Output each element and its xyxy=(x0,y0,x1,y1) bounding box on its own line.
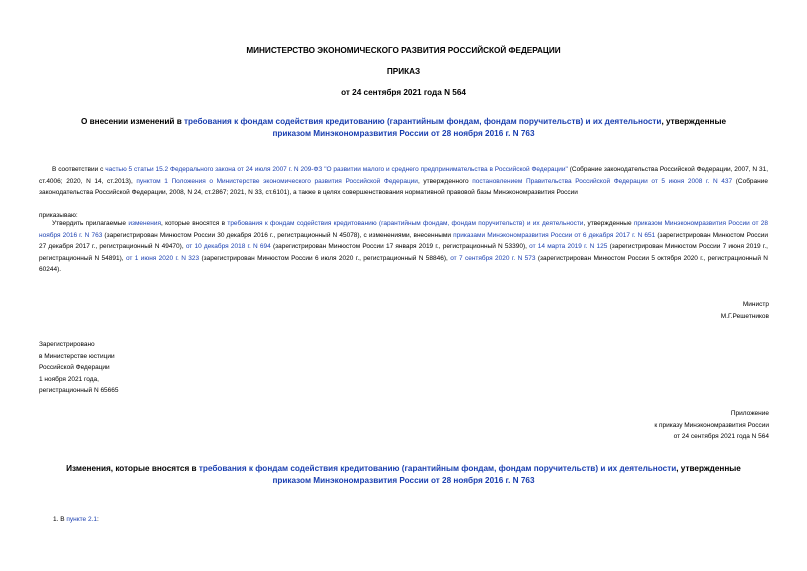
signature-block xyxy=(721,299,769,322)
registration-line-3: Российской Федерации xyxy=(39,364,110,371)
approve-paragraph xyxy=(39,218,768,276)
changes-title-mid: , утвержденные xyxy=(676,464,741,473)
registration-line-1: Зарегистрировано xyxy=(39,341,95,348)
approve-text-3: , утвержденные xyxy=(583,220,634,227)
item-1-suffix: : xyxy=(97,516,99,523)
approve-text-5: (зарегистрирован Минюстом России 27 декабря 2017 г., регистрационный N 49470), xyxy=(39,231,768,250)
appendix-line-3: от 24 сентября 2021 года N 564 xyxy=(673,433,769,440)
changes-title-link-order-763[interactable]: приказом Минэкономразвития России от 28 ноября 2016 г. N 763 xyxy=(272,476,535,485)
approve-text-7: (зарегистрирован Минюстом России 7 июня 2019 г., регистрационный N 54891), xyxy=(39,243,768,262)
registration-line-4: 1 ноября 2021 года, xyxy=(39,375,99,383)
signature-name: М.Г.Решетников xyxy=(720,312,769,320)
changes-title-link-requirements[interactable]: требования к фондам содействия кредитованию (гарантийным фондам, фондам поручительств) и их деятельности xyxy=(198,464,677,473)
approve-link-order-651[interactable]: приказами Минэкономразвития России от 6 декабря 2017 г. N 651 xyxy=(453,231,656,239)
approve-link-requirements[interactable]: требования к фондам содействия кредитованию (гарантийным фондам, фондам поручительств) и их деятельности xyxy=(227,220,584,227)
preamble-text-1: В соответствии с xyxy=(52,166,106,173)
preamble-text-4: (Собрание законодательства Российской Федерации, 2008, N 24, ст.2867; 2021, N 33, ст.6101), а также в целях совершенствования нормативной правовой базы Минэкономразвития России xyxy=(39,177,768,196)
approve-text-4: (зарегистрирован Минюстом России 30 декабря 2016 г., регистрационный N 45078), с изменениями, внесенными xyxy=(102,231,454,239)
registration-block xyxy=(39,339,119,397)
appendix-line-2: к приказу Минэкономразвития России xyxy=(654,421,769,429)
title-mid: , утвержденные xyxy=(661,117,727,126)
approve-text-6: (зарегистрирован Минюстом России 17 января 2019 г., регистрационный N 53390), xyxy=(270,243,530,250)
approve-text-1: Утвердить прилагаемые xyxy=(52,220,129,227)
ministry-heading: МИНИСТЕРСТВО ЭКОНОМИЧЕСКОГО РАЗВИТИЯ РОССИЙСКОЙ ФЕДЕРАЦИИ xyxy=(246,46,561,55)
changes-title-prefix: Изменения, которые вносятся в xyxy=(66,464,199,473)
registration-line-5: регистрационный N 65665 xyxy=(39,387,119,394)
signature-position: Министр xyxy=(742,301,769,308)
item-1 xyxy=(53,514,99,526)
approve-text-2: , которые вносятся в xyxy=(160,220,228,227)
preamble-text-3: , утвержденного xyxy=(417,177,473,185)
approve-link-order-763[interactable]: приказом Минэкономразвития России от 28 ноября 2016 г. N 763 xyxy=(39,220,768,239)
approve-text-8: (зарегистрирован Минюстом России 6 июля 2020 г., регистрационный N 58846), xyxy=(199,254,451,262)
approve-link-order-125[interactable]: от 14 марта 2019 г. N 125 xyxy=(529,243,608,250)
order-word: приказываю: xyxy=(39,212,78,219)
title-link-requirements[interactable]: требования к фондам содействия кредитованию (гарантийным фондам, фондам поручительств) и их деятельности xyxy=(184,117,662,126)
preamble-link-law-209[interactable]: частью 5 статьи 15.2 Федерального закона от 24 июля 2007 г. N 209-ФЗ "О развитии малого и среднего предпринимательства в Российской Федерации" xyxy=(105,166,568,173)
preamble-link-decree-437[interactable]: постановлением Правительства Российской Федерации от 5 июня 2008 г. N 437 xyxy=(472,177,733,185)
item-1-link-point-2-1[interactable]: пункте 2.1 xyxy=(66,516,98,523)
approve-link-changes[interactable]: изменения xyxy=(128,220,161,227)
approve-link-order-323[interactable]: от 1 июня 2020 г. N 323 xyxy=(125,254,200,262)
appendix-block xyxy=(654,408,769,443)
preamble-text-2: (Собрание законодательства Российской Федерации, 2007, N 31, ст.4006; 2020, N 14, ст.2013), xyxy=(39,166,768,185)
registration-line-2: в Министерстве юстиции xyxy=(39,352,115,360)
doc-date: от 24 сентября 2021 года N 564 xyxy=(341,88,466,97)
approve-link-order-694[interactable]: от 10 декабря 2018 г. N 694 xyxy=(185,243,271,250)
title-prefix: О внесении изменений в xyxy=(80,117,185,126)
appendix-line-1: Приложение xyxy=(730,410,769,417)
doc-type: ПРИКАЗ xyxy=(386,67,421,76)
preamble-link-regulation[interactable]: пунктом 1 Положения о Министерстве экономического развития Российской Федерации xyxy=(136,177,418,185)
changes-title xyxy=(30,463,777,487)
order-title xyxy=(30,116,777,140)
approve-link-order-573[interactable]: от 7 сентября 2020 г. N 573 xyxy=(450,254,536,262)
approve-text-9: (зарегистрирован Минюстом России 5 октября 2020 г., регистрационный N 60244). xyxy=(39,254,768,273)
title-link-order-763[interactable]: приказом Минэкономразвития России от 28 ноября 2016 г. N 763 xyxy=(272,129,535,138)
preamble-paragraph xyxy=(39,164,768,199)
item-1-text: 1. В xyxy=(53,516,67,523)
